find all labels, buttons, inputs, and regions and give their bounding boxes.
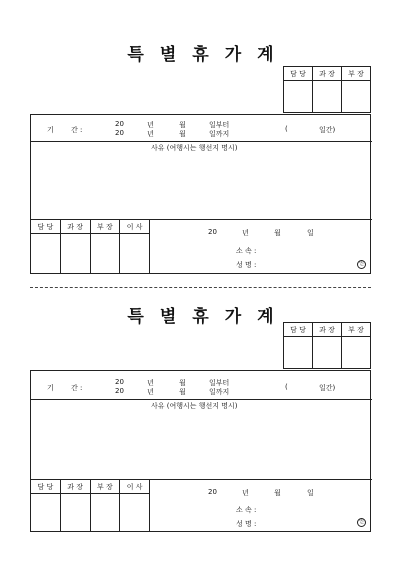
to-label: 일까지 (209, 388, 230, 396)
approval-header: 과 장 (313, 67, 342, 81)
year-unit: 년 (147, 379, 154, 387)
signature-cell[interactable] (313, 81, 342, 113)
divider (31, 141, 372, 142)
title-char: 특 (127, 307, 144, 327)
year-unit: 년 (147, 388, 154, 396)
date-year-unit: 년 (242, 229, 249, 237)
reason-field[interactable] (31, 153, 372, 217)
period-label: 기 (47, 384, 54, 392)
approval-table-bottom (30, 479, 150, 532)
form-body (30, 114, 371, 274)
period-label-2: 간 : (71, 126, 83, 134)
title-char: 휴 (192, 307, 209, 327)
date-day-unit: 일 (307, 229, 314, 237)
title-char: 특 (127, 45, 144, 65)
year-from: 20 (115, 378, 124, 386)
month-unit: 월 (179, 388, 186, 396)
days-close: 일간) (319, 126, 336, 134)
year-unit: 년 (147, 130, 154, 138)
signature-cell[interactable] (284, 337, 313, 369)
form-body (30, 370, 371, 532)
approval-header: 이 사 (120, 220, 150, 234)
period-label-2: 간 : (71, 384, 83, 392)
name-label: 성 명 : (236, 261, 257, 269)
year-to: 20 (115, 387, 124, 395)
seal-icon: 인 (357, 518, 366, 527)
approval-header: 과 장 (313, 323, 342, 337)
title-char: 별 (159, 307, 177, 327)
title-char: 별 (159, 45, 177, 65)
signature-cell[interactable] (120, 494, 150, 532)
year-to: 20 (115, 129, 124, 137)
signature-cell[interactable] (60, 494, 90, 532)
signature-cell[interactable] (60, 234, 90, 274)
date-month-unit: 월 (274, 489, 281, 497)
reason-label: 사유 (여행시는 행선지 명시) (151, 144, 238, 152)
approval-header: 과 장 (60, 220, 90, 234)
period-label: 기 (47, 126, 54, 134)
from-label: 일부터 (209, 379, 230, 387)
days-close: 일간) (319, 384, 336, 392)
date-year: 20 (208, 488, 217, 496)
signature-cell[interactable] (31, 234, 61, 274)
month-unit: 월 (179, 379, 186, 387)
title-char: 가 (224, 307, 242, 327)
name-label: 성 명 : (236, 520, 257, 528)
approval-table-top (283, 322, 371, 369)
signature-cell[interactable] (342, 81, 371, 113)
approval-header: 부 장 (90, 480, 120, 494)
signature-cell[interactable] (90, 234, 120, 274)
leave-form-1 (30, 40, 371, 278)
form-title (30, 40, 371, 65)
title-char: 계 (257, 307, 274, 327)
approval-header: 담 당 (284, 323, 313, 337)
days-open: ( (285, 125, 288, 133)
title-char: 휴 (192, 45, 209, 65)
year-from: 20 (115, 120, 124, 128)
affiliation-label: 소 속 : (236, 247, 257, 255)
date-day-unit: 일 (307, 489, 314, 497)
signature-cell[interactable] (90, 494, 120, 532)
date-year-unit: 년 (242, 489, 249, 497)
approval-header: 부 장 (342, 67, 371, 81)
from-label: 일부터 (209, 121, 230, 129)
seal-icon: 인 (357, 260, 366, 269)
month-unit: 월 (179, 121, 186, 129)
reason-field[interactable] (31, 411, 372, 477)
approval-table-bottom (30, 219, 150, 274)
title-char: 계 (257, 45, 274, 65)
year-unit: 년 (147, 121, 154, 129)
affiliation-label: 소 속 : (236, 506, 257, 514)
signature-cell[interactable] (342, 337, 371, 369)
signature-cell[interactable] (313, 337, 342, 369)
approval-header: 부 장 (342, 323, 371, 337)
signature-cell[interactable] (31, 494, 61, 532)
signature-cell[interactable] (120, 234, 150, 274)
signature-cell[interactable] (284, 81, 313, 113)
date-year: 20 (208, 228, 217, 236)
cut-line (30, 287, 371, 288)
title-char: 가 (224, 45, 242, 65)
approval-header: 담 당 (284, 67, 313, 81)
to-label: 일까지 (209, 130, 230, 138)
approval-header: 담 당 (31, 220, 61, 234)
days-open: ( (285, 383, 288, 391)
month-unit: 월 (179, 130, 186, 138)
approval-table-top (283, 66, 371, 113)
approval-header: 과 장 (60, 480, 90, 494)
approval-header: 담 당 (31, 480, 61, 494)
date-month-unit: 월 (274, 229, 281, 237)
leave-form-2 (30, 302, 371, 540)
approval-header: 부 장 (90, 220, 120, 234)
reason-label: 사유 (여행시는 행선지 명시) (151, 402, 238, 410)
divider (31, 399, 372, 400)
approval-header: 이 사 (120, 480, 150, 494)
